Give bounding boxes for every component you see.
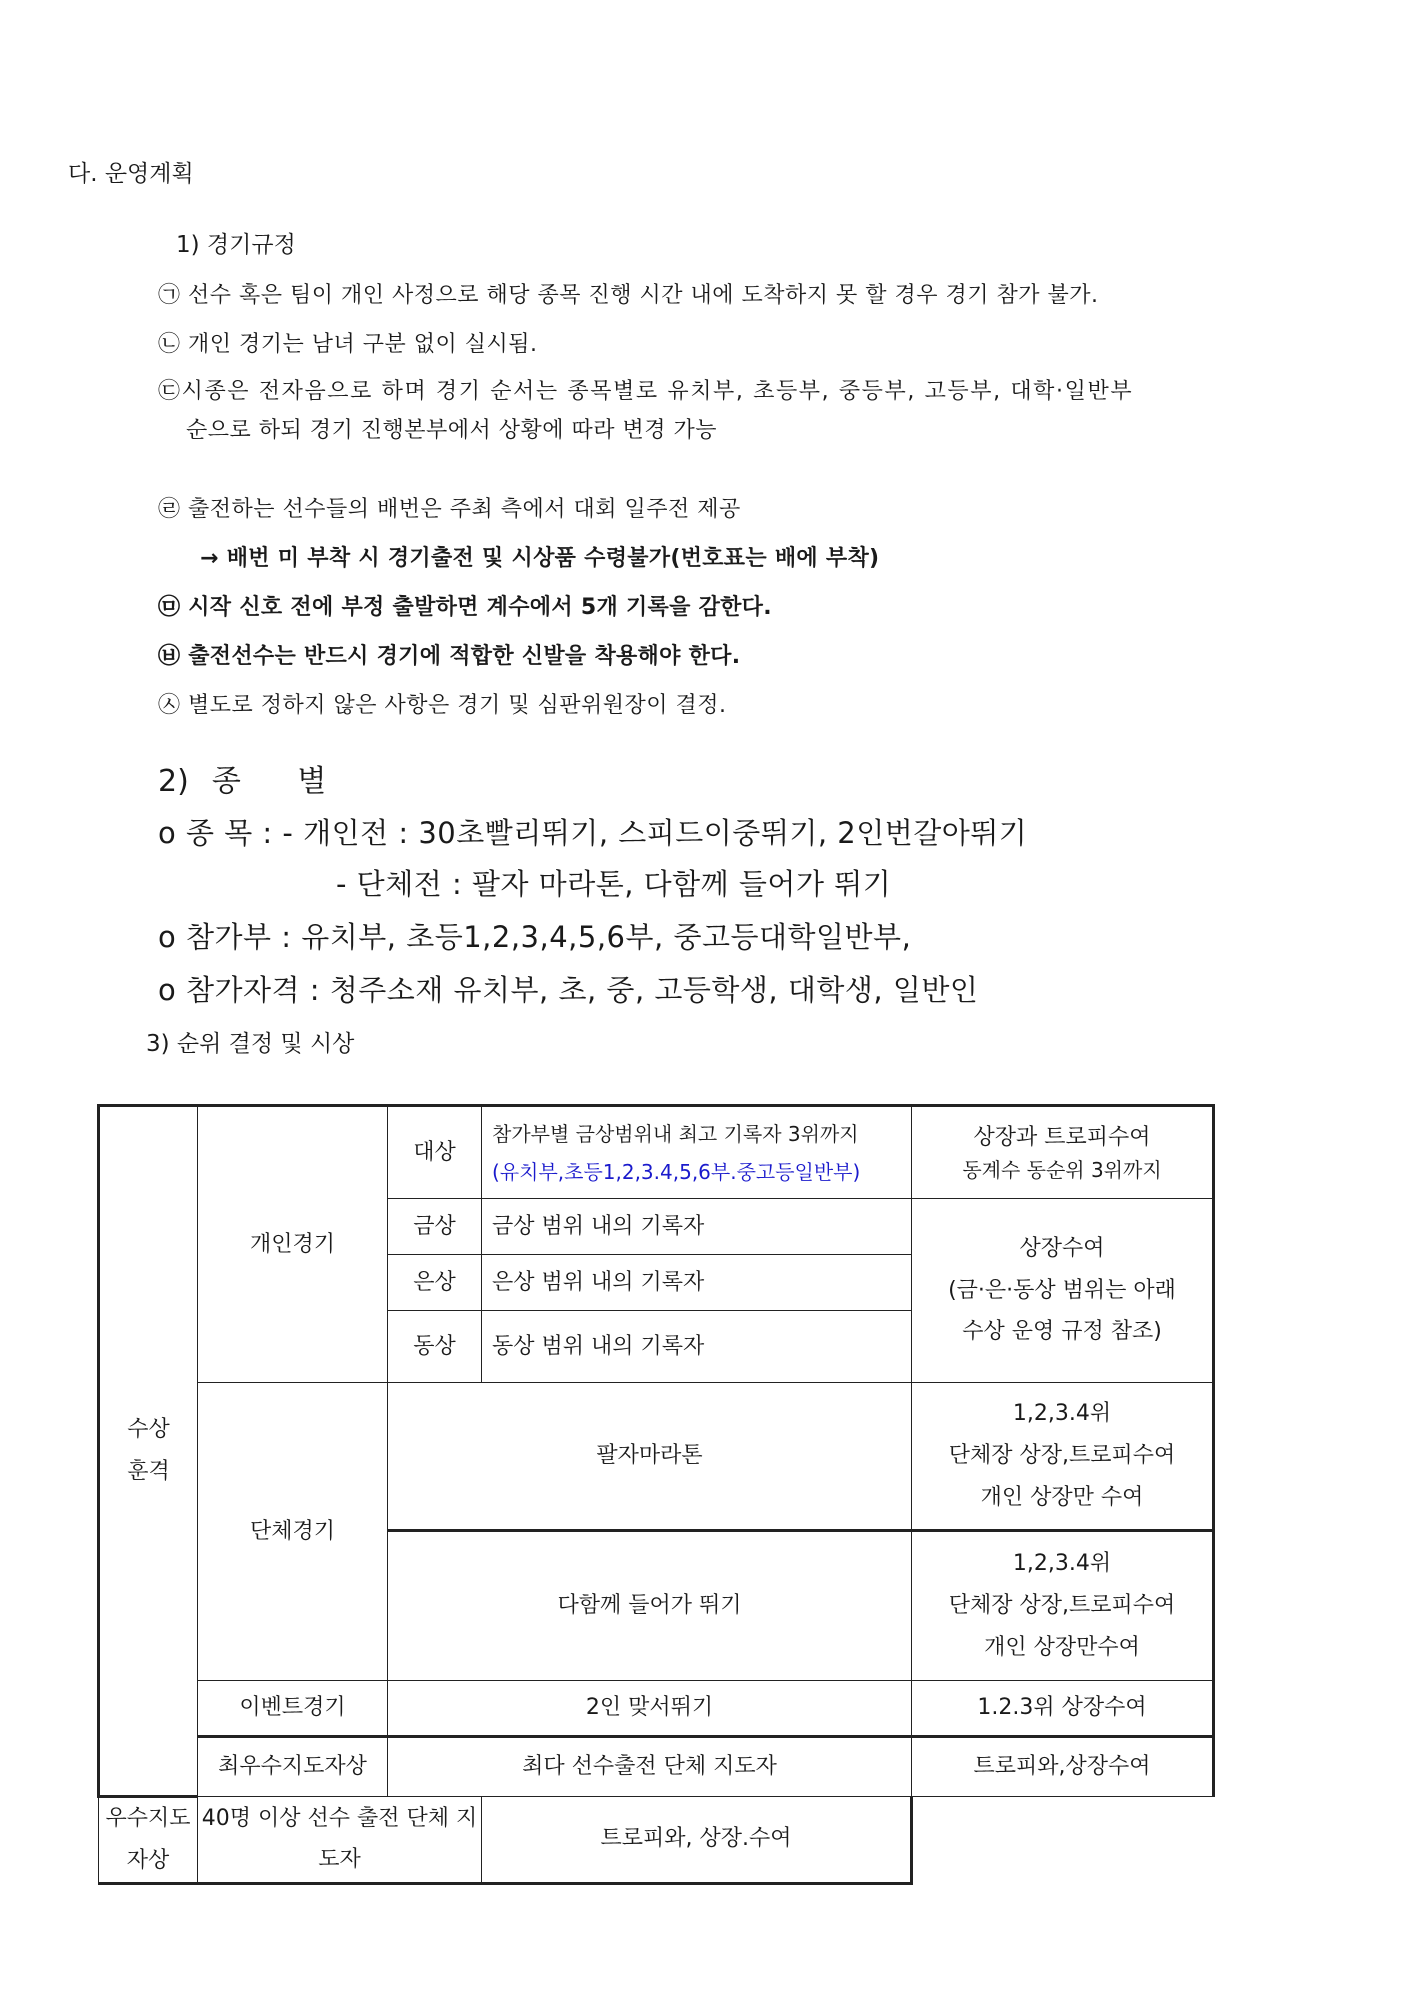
section-title: 다. 운영계획 bbox=[68, 161, 194, 187]
medal-award bbox=[912, 1199, 1214, 1383]
good-coach-award: 트로피와, 상장.수여 bbox=[482, 1797, 912, 1884]
rule-item: ㉦ 별도로 정하지 않은 사항은 경기 및 심판위원장이 결정. bbox=[158, 693, 727, 718]
good-coach-label: 우수지도자상 bbox=[99, 1797, 198, 1884]
award-type-label: 수상 bbox=[127, 1417, 170, 1443]
event-game-award: 1.2.3위 상장수여 bbox=[912, 1681, 1214, 1737]
team-award-line: 단체장 상장,트로피수여 bbox=[948, 1593, 1176, 1619]
team-award-line: 1,2,3.4위 bbox=[1012, 1551, 1112, 1577]
awards-heading: 3) 순위 결정 및 시상 bbox=[146, 1031, 355, 1057]
individual-label: 개인경기 bbox=[198, 1106, 388, 1383]
team-award-line: 개인 상장만수여 bbox=[984, 1634, 1140, 1660]
best-coach-desc: 최다 선수출전 단체 지도자 bbox=[388, 1737, 912, 1797]
award-type-label: 훈격 bbox=[127, 1459, 170, 1484]
team-event-2-award bbox=[912, 1531, 1214, 1681]
rule-item: ㉣ 출전하는 선수들의 배번은 주최 측에서 대회 일주전 제공 bbox=[158, 497, 741, 522]
daesang-award bbox=[912, 1106, 1214, 1199]
event-game-label: 이벤트경기 bbox=[198, 1681, 388, 1737]
good-coach-desc: 40명 이상 선수 출전 단체 지도자 bbox=[198, 1797, 482, 1884]
rule-item: ㉢시종은 전자음으로 하며 경기 순서는 종목별로 유치부, 초등부, 중등부, 고등부, 대학·일반부 bbox=[158, 379, 1134, 404]
team-event-1: 팔자마라톤 bbox=[388, 1383, 912, 1531]
categories-heading-b: 별 bbox=[297, 764, 327, 799]
daesang-label: 대상 bbox=[388, 1106, 482, 1199]
gold-label: 금상 bbox=[388, 1199, 482, 1255]
categories-heading-a: 종 bbox=[211, 764, 241, 799]
category-line: - 단체전 : 팔자 마라톤, 다함께 들어가 뛰기 bbox=[336, 867, 892, 901]
event-game-desc: 2인 맞서뛰기 bbox=[388, 1681, 912, 1737]
team-event-2: 다함께 들어가 뛰기 bbox=[388, 1531, 912, 1681]
categories-heading bbox=[158, 756, 340, 800]
team-event-1-award bbox=[912, 1383, 1214, 1531]
best-coach-label: 최우수지도자상 bbox=[198, 1737, 388, 1797]
daesang-desc-divisions: (유치부,초등1,2,3.4,5,6부.중고등일반부) bbox=[492, 1159, 861, 1184]
awards-table bbox=[97, 1104, 1215, 1885]
rule-item: ㉠ 선수 혹은 팀이 개인 사정으로 해당 종목 진행 시간 내에 도착하지 못 할 경우 경기 참가 불가. bbox=[158, 283, 1099, 308]
medal-award-line: (금·은·동상 범위는 아래 bbox=[948, 1277, 1176, 1303]
medal-award-line: 상장수여 bbox=[1019, 1235, 1105, 1261]
rule-item: ㉤ 시작 신호 전에 부정 출발하면 계수에서 5개 기록을 감한다. bbox=[158, 595, 772, 620]
rules-heading: 1) 경기규정 bbox=[176, 232, 296, 258]
bronze-desc: 동상 범위 내의 기록자 bbox=[482, 1311, 912, 1383]
daesang-desc bbox=[482, 1106, 912, 1199]
category-line: o 종 목 : - 개인전 : 30초빨리뛰기, 스피드이중뛰기, 2인번갈아뛰기 bbox=[158, 816, 1028, 850]
silver-desc: 은상 범위 내의 기록자 bbox=[482, 1255, 912, 1311]
rule-item-continuation: 순으로 하되 경기 진행본부에서 상황에 따라 변경 가능 bbox=[186, 418, 717, 443]
daesang-award-line: 상장과 트로피수여 bbox=[973, 1124, 1151, 1150]
rule-item-note: → 배번 미 부착 시 경기출전 및 시상품 수령불가(번호표는 배에 부착) bbox=[200, 546, 880, 571]
medal-award-line: 수상 운영 규정 참조) bbox=[962, 1319, 1162, 1345]
gold-desc: 금상 범위 내의 기록자 bbox=[482, 1199, 912, 1255]
daesang-desc-text: 참가부별 금상범위내 최고 기록자 3위까지 bbox=[492, 1121, 859, 1146]
category-line: o 참가자격 : 청주소재 유치부, 초, 중, 고등학생, 대학생, 일반인 bbox=[158, 973, 979, 1007]
daesang-award-line: 동계수 동순위 3위까지 bbox=[962, 1158, 1162, 1183]
bronze-label: 동상 bbox=[388, 1311, 482, 1383]
best-coach-award: 트로피와,상장수여 bbox=[912, 1737, 1214, 1797]
team-award-line: 단체장 상장,트로피수여 bbox=[948, 1443, 1176, 1469]
categories-heading-num: 2) bbox=[158, 764, 189, 799]
team-award-line: 1,2,3.4위 bbox=[1012, 1401, 1112, 1427]
team-label: 단체경기 bbox=[198, 1383, 388, 1681]
silver-label: 은상 bbox=[388, 1255, 482, 1311]
category-line: o 참가부 : 유치부, 초등1,2,3,4,5,6부, 중고등대학일반부, bbox=[158, 920, 912, 954]
team-award-line: 개인 상장만 수여 bbox=[980, 1484, 1144, 1510]
rule-item: ㉥ 출전선수는 반드시 경기에 적합한 신발을 착용해야 한다. bbox=[158, 644, 741, 669]
award-type-cell bbox=[99, 1106, 198, 1797]
rule-item: ㉡ 개인 경기는 남녀 구분 없이 실시됨. bbox=[158, 332, 538, 357]
